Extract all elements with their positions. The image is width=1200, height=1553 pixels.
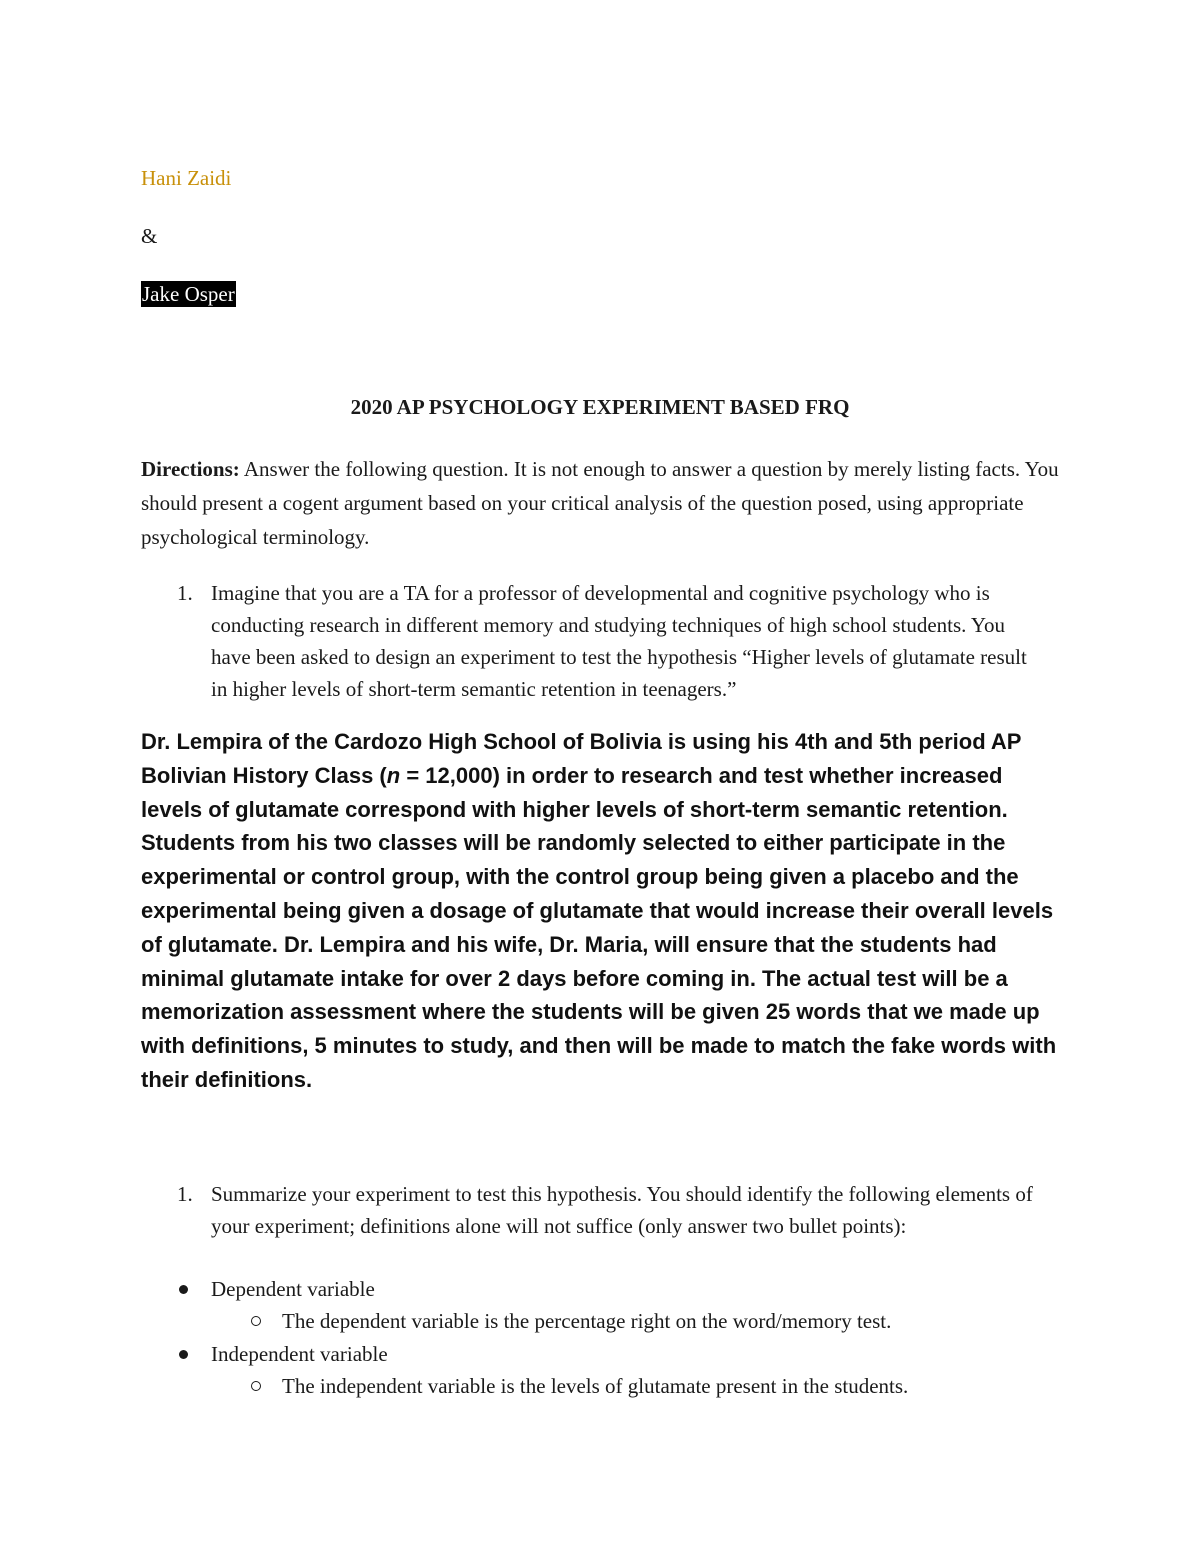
bullet-icon	[179, 1350, 188, 1359]
sub-bullet-icon	[251, 1381, 261, 1391]
author-separator: &	[141, 224, 158, 248]
sub-bullet-independent-answer	[141, 1370, 1101, 1402]
bullet-independent-variable	[141, 1338, 1041, 1370]
question-2-text: Summarize your experiment to test this hypothesis. You should identify the following elements of your experiment; definitions alone will not suffice (only answer two bullet points):	[211, 1182, 1033, 1238]
author-name-second-highlighted: Jake Osper	[142, 282, 235, 306]
sub-bullet-dependent-answer	[141, 1305, 1101, 1337]
item-number: 1.	[177, 581, 193, 605]
numbered-item	[141, 577, 1041, 705]
question-2	[141, 1178, 1041, 1242]
numbered-item	[141, 1178, 1041, 1242]
scenario-part-2: = 12,000) in order to research and test whether increased levels of glutamate correspond with higher levels of short-term semantic retention. Students from his two classes will be randomly selected to either participate in the experimental or control group, with the control group being given a placebo and the experimental being given a dosage of glutamate that would increase their overall levels of glutamate. Dr. Lempira and his wife, Dr. Maria, will ensure that the students had minimal glutamate intake for over 2 days before coming in. The actual test will be a memorization assessment where the students will be given 25 words that we made up with definitions, 5 minutes to study, and then will be made to match the fake words with their definitions.	[141, 762, 1057, 1092]
item-number: 1.	[177, 1182, 193, 1206]
document-title: 2020 AP PSYCHOLOGY EXPERIMENT BASED FRQ	[350, 395, 850, 419]
scenario-part-1: Dr. Lempira of the Cardozo High School of Bolivia is using his 4th and 5th period AP Bolivian History Class (	[141, 729, 1022, 788]
author-name-first: Hani Zaidi	[141, 166, 232, 190]
bullet-label: Independent variable	[211, 1342, 388, 1366]
sub-bullet-icon	[251, 1316, 261, 1326]
question-1	[141, 577, 1041, 705]
scenario-n-symbol: n	[386, 762, 401, 788]
directions-paragraph	[141, 452, 1066, 554]
sub-bullet-text: The dependent variable is the percentage right on the word/memory test.	[282, 1309, 892, 1333]
directions-label: Directions:	[141, 457, 240, 481]
sub-bullet-text: The independent variable is the levels of glutamate present in the students.	[282, 1374, 909, 1398]
experiment-scenario	[141, 725, 1061, 1097]
bullet-label: Dependent variable	[211, 1277, 375, 1301]
bullet-icon	[179, 1285, 188, 1294]
question-1-text: Imagine that you are a TA for a professor of developmental and cognitive psychology who is conducting research in different memory and studying techniques of high school students. You have been asked to design an experiment to test the hypothesis “Higher levels of glutamate result in higher levels of short-term semantic retention in teenagers.”	[211, 581, 1027, 701]
directions-text: Answer the following question. It is not enough to answer a question by merely listing facts. You should present a cogent argument based on your critical analysis of the question posed, using appropriate psychological terminology.	[141, 457, 1059, 549]
bullet-dependent-variable	[141, 1273, 1041, 1305]
